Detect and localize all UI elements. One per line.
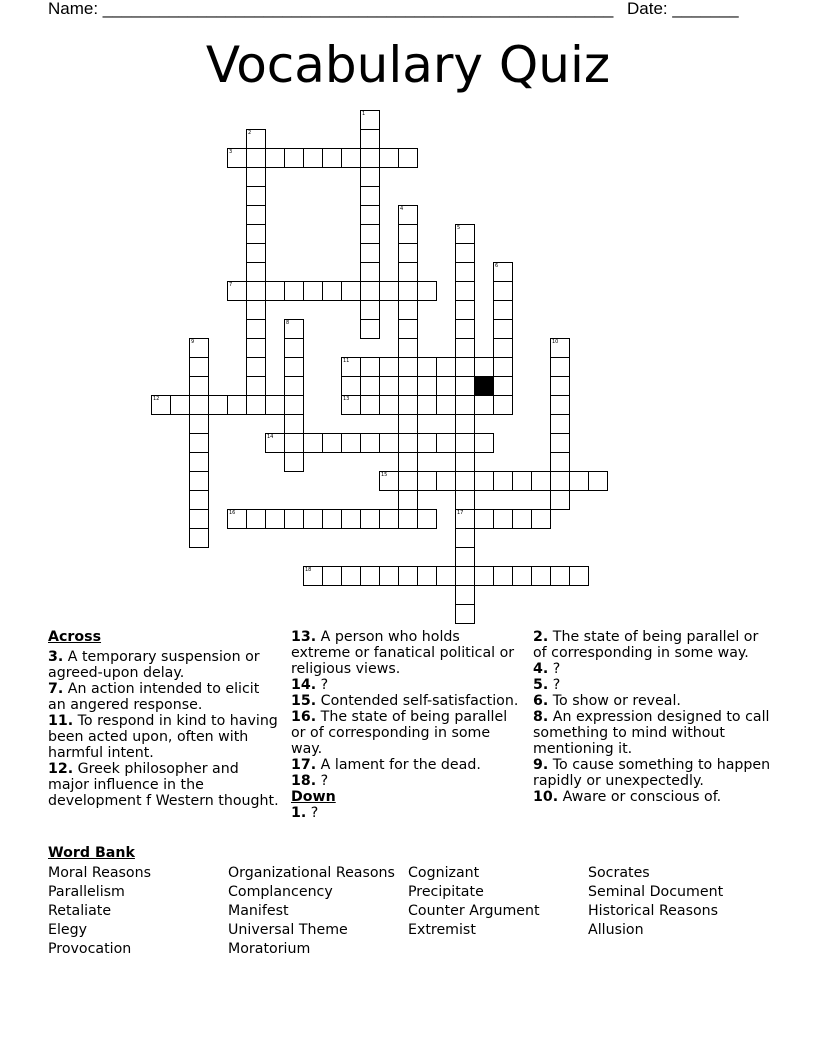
crossword-cell[interactable] xyxy=(246,205,266,225)
crossword-cell[interactable] xyxy=(379,376,399,396)
word-bank-item: Universal Theme xyxy=(228,922,348,938)
crossword-cell[interactable] xyxy=(550,433,570,453)
crossword-cell[interactable] xyxy=(493,319,513,339)
crossword-cell[interactable] xyxy=(455,566,475,586)
crossword-cell[interactable] xyxy=(455,471,475,491)
crossword-cell[interactable] xyxy=(455,604,475,624)
crossword-cell[interactable] xyxy=(151,395,171,415)
crossword-cell[interactable] xyxy=(417,433,437,453)
crossword-cell[interactable] xyxy=(455,414,475,434)
crossword-cell[interactable] xyxy=(303,566,323,586)
crossword-cell[interactable] xyxy=(265,433,285,453)
crossword-cell[interactable] xyxy=(189,471,209,491)
crossword-cell[interactable] xyxy=(360,224,380,244)
crossword-cell[interactable] xyxy=(455,338,475,358)
crossword-cell[interactable] xyxy=(189,490,209,510)
word-bank-item: Historical Reasons xyxy=(588,903,719,919)
crossword-cell[interactable] xyxy=(398,357,418,377)
word-bank-item: Manifest xyxy=(228,903,289,919)
clue-across-3: 3. A temporary suspension or agreed-upon delay. xyxy=(48,649,260,681)
crossword-cell[interactable] xyxy=(379,148,399,168)
crossword-cell[interactable] xyxy=(246,357,266,377)
date-field-label[interactable]: Date: _______ xyxy=(627,0,739,18)
crossword-cell[interactable] xyxy=(398,300,418,320)
crossword-cell[interactable] xyxy=(322,509,342,529)
crossword-cell[interactable] xyxy=(360,205,380,225)
crossword-cell[interactable] xyxy=(455,300,475,320)
crossword-cell[interactable] xyxy=(474,357,494,377)
crossword-cell[interactable] xyxy=(417,509,437,529)
crossword-cell[interactable] xyxy=(569,566,589,586)
clue-number: 16 xyxy=(229,510,236,516)
clue-number: 9 xyxy=(191,339,195,345)
crossword-cell[interactable] xyxy=(398,376,418,396)
crossword-cell[interactable] xyxy=(360,395,380,415)
crossword-cell[interactable] xyxy=(379,281,399,301)
crossword-cell[interactable] xyxy=(341,566,361,586)
crossword-cell[interactable] xyxy=(550,395,570,415)
crossword-cell[interactable] xyxy=(284,509,304,529)
crossword-cell[interactable] xyxy=(246,262,266,282)
word-bank-column-4 xyxy=(588,864,723,940)
crossword-cell[interactable] xyxy=(341,395,361,415)
clue-down-4: 4. ? xyxy=(533,661,561,677)
crossword-cell[interactable] xyxy=(398,452,418,472)
clue-number: 1 xyxy=(362,111,366,117)
clue-down-9: 9. To cause something to happen rapidly or unexpectedly. xyxy=(533,757,771,789)
crossword-cell[interactable] xyxy=(493,281,513,301)
crossword-cell[interactable] xyxy=(493,300,513,320)
crossword-cell[interactable] xyxy=(227,395,247,415)
word-bank-item: Moratorium xyxy=(228,941,311,957)
crossword-cell[interactable] xyxy=(455,376,475,396)
clue-number: 13 xyxy=(343,396,350,402)
word-bank-item: Organizational Reasons xyxy=(228,865,395,881)
crossword-cell[interactable] xyxy=(246,224,266,244)
crossword-cell[interactable] xyxy=(398,490,418,510)
word-bank-column-3 xyxy=(408,864,540,940)
crossword-cell[interactable] xyxy=(360,509,380,529)
crossword-cell[interactable] xyxy=(550,338,570,358)
crossword-cell[interactable] xyxy=(284,414,304,434)
crossword-cell[interactable] xyxy=(474,395,494,415)
crossword-cell[interactable] xyxy=(322,433,342,453)
crossword-cell[interactable] xyxy=(189,433,209,453)
word-bank-item: Socrates xyxy=(588,865,650,881)
crossword-cell[interactable] xyxy=(360,319,380,339)
crossword-cell[interactable] xyxy=(379,357,399,377)
crossword-cell[interactable] xyxy=(189,528,209,548)
crossword-cell[interactable] xyxy=(246,338,266,358)
crossword-cell[interactable] xyxy=(379,433,399,453)
crossword-cell[interactable] xyxy=(284,357,304,377)
crossword-cell[interactable] xyxy=(189,395,209,415)
crossword-cell[interactable] xyxy=(284,281,304,301)
crossword-cell[interactable] xyxy=(417,566,437,586)
crossword-cell[interactable] xyxy=(550,376,570,396)
crossword-cell[interactable] xyxy=(550,452,570,472)
crossword-cell[interactable] xyxy=(550,566,570,586)
word-bank-item: Retaliate xyxy=(48,903,112,919)
crossword-cell[interactable] xyxy=(398,395,418,415)
crossword-cell[interactable] xyxy=(455,547,475,567)
crossword-cell[interactable] xyxy=(360,433,380,453)
crossword-cell[interactable] xyxy=(379,566,399,586)
crossword-cell[interactable] xyxy=(189,509,209,529)
clue-across-12: 12. Greek philosopher and major influence in the development f Western thought. xyxy=(48,761,279,809)
crossword-cell[interactable] xyxy=(398,281,418,301)
crossword-cell[interactable] xyxy=(189,338,209,358)
word-bank-column-1 xyxy=(48,864,151,959)
clue-down-6: 6. To show or reveal. xyxy=(533,693,681,709)
clue-number: 10 xyxy=(552,339,559,345)
crossword-cell[interactable] xyxy=(360,148,380,168)
crossword-cell[interactable] xyxy=(246,300,266,320)
clue-across-15: 15. Contended self-satisfaction. xyxy=(291,693,519,709)
crossword-cell[interactable] xyxy=(550,414,570,434)
crossword-cell[interactable] xyxy=(436,395,456,415)
crossword-cell[interactable] xyxy=(284,148,304,168)
across-heading: Across xyxy=(48,629,102,645)
crossword-cell[interactable] xyxy=(398,319,418,339)
word-bank-item: Precipitate xyxy=(408,884,484,900)
crossword-cell[interactable] xyxy=(189,357,209,377)
crossword-cell[interactable] xyxy=(474,433,494,453)
crossword-cell[interactable] xyxy=(474,471,494,491)
down-heading: Down xyxy=(291,789,336,805)
crossword-cell[interactable] xyxy=(360,281,380,301)
crossword-cell[interactable] xyxy=(303,509,323,529)
crossword-cell[interactable] xyxy=(284,319,304,339)
crossword-cell[interactable] xyxy=(531,509,551,529)
word-bank-item: Parallelism xyxy=(48,884,125,900)
word-bank-item: Extremist xyxy=(408,922,476,938)
crossword-cell[interactable] xyxy=(227,281,247,301)
crossword-cell[interactable] xyxy=(246,243,266,263)
word-bank-item: Complancency xyxy=(228,884,333,900)
clue-down-8: 8. An expression designed to call something to mind without mentioning it. xyxy=(533,709,770,757)
crossword-cell[interactable] xyxy=(531,471,551,491)
crossword-cell[interactable] xyxy=(303,281,323,301)
crossword-cell[interactable] xyxy=(341,509,361,529)
crossword-cell[interactable] xyxy=(436,471,456,491)
crossword-cell[interactable] xyxy=(360,186,380,206)
crossword-cell[interactable] xyxy=(455,433,475,453)
crossword-cell[interactable] xyxy=(474,509,494,529)
crossword-cell[interactable] xyxy=(284,376,304,396)
crossword-cell[interactable] xyxy=(360,300,380,320)
clue-number: 18 xyxy=(305,567,312,573)
clue-number: 15 xyxy=(381,472,388,478)
clues-column-1 xyxy=(48,629,280,809)
clue-number: 8 xyxy=(286,320,290,326)
clue-across-18: 18. ? xyxy=(291,773,329,789)
crossword-cell[interactable] xyxy=(189,376,209,396)
crossword-cell[interactable] xyxy=(417,395,437,415)
crossword-cell[interactable] xyxy=(360,110,380,130)
crossword-cell[interactable] xyxy=(455,262,475,282)
clue-number: 11 xyxy=(343,358,350,364)
clue-across-17: 17. A lament for the dead. xyxy=(291,757,481,773)
crossword-cell[interactable] xyxy=(398,205,418,225)
clue-down-1: 1. ? xyxy=(291,805,319,821)
crossword-cell[interactable] xyxy=(265,281,285,301)
clue-across-7: 7. An action intended to elicit an angered response. xyxy=(48,681,260,713)
crossword-cell[interactable] xyxy=(569,471,589,491)
crossword-cell[interactable] xyxy=(455,243,475,263)
crossword-cell[interactable] xyxy=(493,509,513,529)
crossword-cell[interactable] xyxy=(170,395,190,415)
page-title: Vocabulary Quiz xyxy=(205,36,611,94)
crossword-cell[interactable] xyxy=(455,224,475,244)
crossword-cell[interactable] xyxy=(436,433,456,453)
crossword-cell[interactable] xyxy=(493,338,513,358)
word-bank-item: Cognizant xyxy=(408,865,480,881)
clue-number: 6 xyxy=(495,263,499,269)
crossword-cell[interactable] xyxy=(436,376,456,396)
crossword-cell[interactable] xyxy=(417,471,437,491)
crossword-cell[interactable] xyxy=(246,376,266,396)
crossword-cell[interactable] xyxy=(189,414,209,434)
crossword-cell[interactable] xyxy=(246,148,266,168)
crossword-cell[interactable] xyxy=(341,281,361,301)
crossword-cell[interactable] xyxy=(588,471,608,491)
crossword-cell[interactable] xyxy=(189,452,209,472)
crossword-cell[interactable] xyxy=(436,566,456,586)
crossword-cell[interactable] xyxy=(246,319,266,339)
crossword-cell[interactable] xyxy=(493,262,513,282)
word-bank-item: Seminal Document xyxy=(588,884,724,900)
clues-column-2 xyxy=(291,629,523,821)
clue-number: 2 xyxy=(248,130,252,136)
crossword-cell[interactable] xyxy=(455,395,475,415)
crossword-cell[interactable] xyxy=(493,471,513,491)
crossword-cell[interactable] xyxy=(246,167,266,187)
crossword-cell[interactable] xyxy=(417,376,437,396)
crossword-cell[interactable] xyxy=(360,376,380,396)
word-bank-item: Provocation xyxy=(48,941,132,957)
crossword-cell[interactable] xyxy=(360,129,380,149)
crossword-cell[interactable] xyxy=(303,433,323,453)
crossword-cell[interactable] xyxy=(284,433,304,453)
crossword-cell[interactable] xyxy=(303,148,323,168)
clue-across-16: 16. The state of being parallel or of corresponding in some way. xyxy=(291,709,508,757)
clue-number: 12 xyxy=(153,396,160,402)
crossword-cell[interactable] xyxy=(246,509,266,529)
crossword-cell[interactable] xyxy=(360,566,380,586)
crossword-cell[interactable] xyxy=(341,376,361,396)
clue-number: 17 xyxy=(457,510,464,516)
crossword-cell[interactable] xyxy=(227,509,247,529)
crossword-cell[interactable] xyxy=(455,585,475,605)
crossword-cell[interactable] xyxy=(398,509,418,529)
crossword-cell[interactable] xyxy=(379,471,399,491)
word-bank-item: Elegy xyxy=(48,922,88,938)
crossword-cell[interactable] xyxy=(246,186,266,206)
crossword-cell[interactable] xyxy=(360,167,380,187)
crossword-cell[interactable] xyxy=(208,395,228,415)
crossword-cell[interactable] xyxy=(360,243,380,263)
crossword-cell[interactable] xyxy=(265,148,285,168)
crossword-cell[interactable] xyxy=(474,566,494,586)
clue-number: 7 xyxy=(229,282,233,288)
crossword-cell[interactable] xyxy=(398,338,418,358)
word-bank-title: Word Bank xyxy=(48,845,135,861)
crossword-cell[interactable] xyxy=(398,566,418,586)
crossword-cell[interactable] xyxy=(246,395,266,415)
crossword-cell[interactable] xyxy=(493,376,513,396)
crossword-cell[interactable] xyxy=(550,471,570,491)
word-bank-column-2 xyxy=(228,864,395,959)
crossword-cell[interactable] xyxy=(379,395,399,415)
crossword-cell[interactable] xyxy=(398,243,418,263)
crossword-cell[interactable] xyxy=(512,509,532,529)
clues-column-3 xyxy=(533,629,773,805)
clue-across-11: 11. To respond in kind to having been acted upon, often with harmful intent. xyxy=(48,713,278,761)
word-bank-item: Moral Reasons xyxy=(48,865,151,881)
clue-down-5: 5. ? xyxy=(533,677,561,693)
crossword-cell[interactable] xyxy=(398,433,418,453)
crossword-cell[interactable] xyxy=(512,566,532,586)
name-field-label[interactable]: Name: ______________________________________________________ xyxy=(48,0,614,18)
word-bank-item: Allusion xyxy=(588,922,644,938)
clue-number: 3 xyxy=(229,149,233,155)
crossword-cell[interactable] xyxy=(493,395,513,415)
crossword-cell[interactable] xyxy=(531,566,551,586)
crossword-cell[interactable] xyxy=(322,281,342,301)
clue-down-10: 10. Aware or conscious of. xyxy=(533,789,722,805)
crossword-cell[interactable] xyxy=(322,566,342,586)
crossword-cell[interactable] xyxy=(341,357,361,377)
clue-number: 14 xyxy=(267,434,274,440)
clue-down-2: 2. The state of being parallel or of corresponding in some way. xyxy=(533,629,759,661)
crossword-cell[interactable] xyxy=(398,224,418,244)
crossword-cell[interactable] xyxy=(265,509,285,529)
crossword-cell[interactable] xyxy=(284,452,304,472)
clue-number: 5 xyxy=(457,225,461,231)
crossword-cell[interactable] xyxy=(322,148,342,168)
crossword-cell[interactable] xyxy=(455,452,475,472)
crossword-cell[interactable] xyxy=(417,281,437,301)
crossword-cell[interactable] xyxy=(379,509,399,529)
crossword-cell[interactable] xyxy=(455,509,475,529)
crossword-cell[interactable] xyxy=(341,433,361,453)
crossword-black-cell xyxy=(474,376,494,396)
crossword-cell[interactable] xyxy=(341,148,361,168)
crossword-cell[interactable] xyxy=(550,490,570,510)
crossword-cell[interactable] xyxy=(455,490,475,510)
crossword-cell[interactable] xyxy=(360,262,380,282)
clue-number: 4 xyxy=(400,206,404,212)
crossword-cell[interactable] xyxy=(398,148,418,168)
crossword-cell[interactable] xyxy=(398,471,418,491)
crossword-cell[interactable] xyxy=(417,357,437,377)
crossword-cell[interactable] xyxy=(227,148,247,168)
crossword-cell[interactable] xyxy=(455,319,475,339)
word-bank-item: Counter Argument xyxy=(408,903,540,919)
crossword-cell[interactable] xyxy=(360,357,380,377)
crossword-cell[interactable] xyxy=(493,566,513,586)
crossword-cell[interactable] xyxy=(512,471,532,491)
crossword-cell[interactable] xyxy=(246,281,266,301)
crossword-cell[interactable] xyxy=(265,395,285,415)
crossword-cell[interactable] xyxy=(455,528,475,548)
crossword-cell[interactable] xyxy=(398,414,418,434)
crossword-cell[interactable] xyxy=(284,395,304,415)
crossword-cell[interactable] xyxy=(550,357,570,377)
crossword-cell[interactable] xyxy=(246,129,266,149)
crossword-cell[interactable] xyxy=(436,357,456,377)
crossword-cell[interactable] xyxy=(284,338,304,358)
crossword-cell[interactable] xyxy=(455,357,475,377)
crossword-cell[interactable] xyxy=(398,262,418,282)
clue-across-14: 14. ? xyxy=(291,677,329,693)
clue-across-13: 13. A person who holds extreme or fanatical political or religious views. xyxy=(291,629,515,677)
crossword-cell[interactable] xyxy=(455,281,475,301)
crossword-cell[interactable] xyxy=(493,357,513,377)
